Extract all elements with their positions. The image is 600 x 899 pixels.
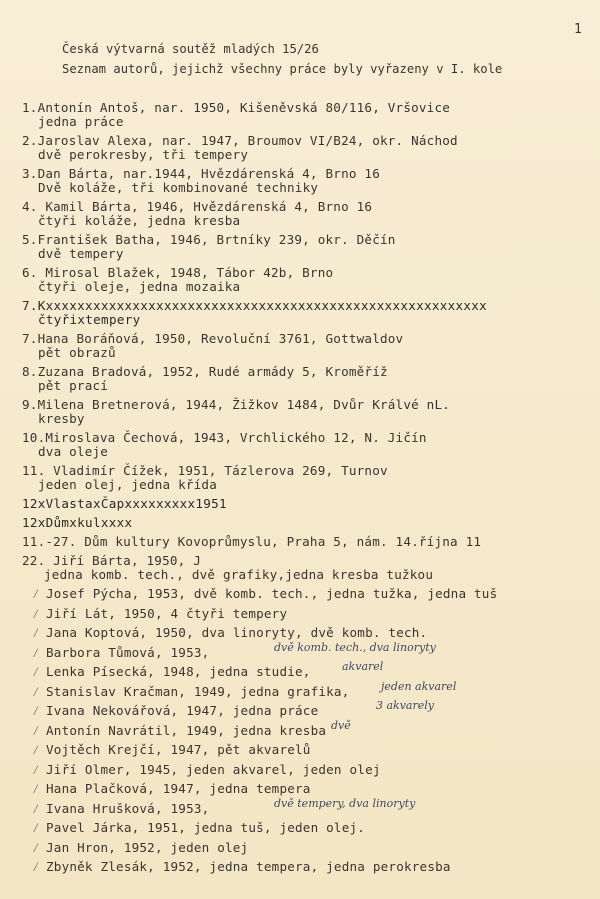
list-item: Zbyněk Zlesák, 1952, jedna tempera, jedna perokresba	[46, 859, 451, 874]
tick-mark: ⁄	[32, 801, 40, 816]
list-item: Hana Plačková, 1947, jedna tempera	[46, 781, 311, 796]
entry-6-line2: čtyři oleje, jedna mozaika	[38, 279, 241, 294]
entry-10-line2: dva oleje	[38, 444, 109, 459]
tick-mark: ⁄	[32, 742, 40, 757]
group-entry-line2: jedna komb. tech., dvě grafiky,jedna kresba tužkou	[44, 567, 434, 582]
list-item: Vojtěch Krejčí, 1947, pět akvarelů	[46, 742, 311, 757]
list-item: Jan Hron, 1952, jeden olej	[46, 840, 249, 855]
entry-9-line1: 9.Milena Bretnerová, 1944, Žižkov 1484, Dvůr Králvé nL.	[22, 397, 451, 412]
handwritten-note: akvarel	[342, 660, 384, 673]
entry-2-line1: 2.Jaroslav Alexa, nar. 1947, Broumov VI/B24, okr. Náchod	[22, 133, 458, 148]
tick-mark: ⁄	[32, 840, 40, 855]
entry-1-line2: jedna práce	[38, 114, 124, 129]
handwritten-note: dvě	[331, 719, 351, 732]
crossed-out-entry: 7.Kxxxxxxxxxxxxxxxxxxxxxxxxxxxxxxxxxxxxxxxxxxxxxxxxxxxxxxxx	[22, 298, 488, 313]
entry-11-line1: 11. Vladimír Čížek, 1951, Tázlerova 269, Turnov	[22, 463, 388, 478]
entry-5-line1: 5.František Batha, 1946, Brtníky 239, okr. Děčín	[22, 232, 396, 247]
tick-mark: ⁄	[32, 625, 40, 640]
entry-7-line2: pět obrazů	[38, 345, 116, 360]
list-item: Barbora Tůmová, 1953,	[46, 645, 210, 660]
entry-11-line2: jeden olej, jedna křída	[38, 477, 217, 492]
entry-8-line2: pět prací	[38, 378, 109, 393]
tick-mark: ⁄	[32, 762, 40, 777]
entry-4-line2: čtyři koláže, jedna kresba	[38, 213, 241, 228]
list-item: Ivana Nekovářová, 1947, jedna práce	[46, 703, 319, 718]
list-item: Jiří Lát, 1950, 4 čtyři tempery	[46, 606, 288, 621]
list-item: Jiří Olmer, 1945, jeden akvarel, jeden olej	[46, 762, 381, 777]
entry-9-line2: kresby	[38, 411, 85, 426]
handwritten-note: 3 akvarely	[376, 699, 434, 712]
entry-5-line2: dvě tempery	[38, 246, 124, 261]
list-item: Stanislav Kračman, 1949, jedna grafika,	[46, 684, 350, 699]
group-header: 11.-27. Dům kultury Kovoprůmyslu, Praha 5, nám. 14.října 11	[22, 534, 482, 549]
tick-mark: ⁄	[32, 606, 40, 621]
group-entry-line1: 22. Jiří Bárta, 1950, J	[22, 553, 201, 568]
tick-mark: ⁄	[32, 684, 40, 699]
handwritten-note: jeden akvarel	[381, 680, 457, 693]
tick-mark: ⁄	[32, 586, 40, 601]
entry-1-line1: 1.Antonín Antoš, nar. 1950, Kišeněvská 80/116, Vršovice	[22, 100, 451, 115]
handwritten-note: dvě komb. tech., dva linoryty	[274, 641, 436, 654]
page-number: 1	[574, 22, 582, 37]
tick-mark: ⁄	[32, 820, 40, 835]
entry-2-line2: dvě perokresby, tři tempery	[38, 147, 249, 162]
entry-6-line1: 6. Mirosal Blažek, 1948, Tábor 42b, Brno	[22, 265, 334, 280]
handwritten-note: dvě tempery, dva linoryty	[274, 797, 416, 810]
tick-mark: ⁄	[32, 859, 40, 874]
list-item: Ivana Hrušková, 1953,	[46, 801, 210, 816]
entry-3-line2: Dvě koláže, tři kombinované techniky	[38, 180, 319, 195]
entry-10-line1: 10.Miroslava Čechová, 1943, Vrchlického 12, N. Jičín	[22, 430, 427, 445]
entry-4-line1: 4. Kamil Bárta, 1946, Hvězdárenská 4, Brno 16	[22, 199, 373, 214]
tick-mark: ⁄	[32, 703, 40, 718]
tick-mark: ⁄	[32, 723, 40, 738]
document-title: Česká výtvarná soutěž mladých 15/26	[62, 42, 319, 56]
list-item: Lenka Písecká, 1948, jedna studie,	[46, 664, 311, 679]
crossed-out-line-c: 12xDůmxkulxxxx	[22, 515, 133, 530]
entry-7-line1: 7.Hana Boráňová, 1950, Revoluční 3761, Gottwaldov	[22, 331, 404, 346]
list-item: Josef Pýcha, 1953, dvě komb. tech., jedna tužka, jedna tuš	[46, 586, 498, 601]
tick-mark: ⁄	[32, 664, 40, 679]
crossed-out-entry-line2: čtyřixtempery	[38, 312, 141, 327]
list-item: Pavel Járka, 1951, jedna tuš, jeden olej.	[46, 820, 366, 835]
document-subtitle: Seznam autorů, jejichž všechny práce byly vyřazeny v I. kole	[62, 62, 503, 76]
tick-mark: ⁄	[32, 781, 40, 796]
list-item: Antonín Navrátil, 1949, jedna kresba	[46, 723, 327, 738]
list-item: Jana Koptová, 1950, dva linoryty, dvě komb. tech.	[46, 625, 428, 640]
entry-8-line1: 8.Zuzana Bradová, 1952, Rudé armády 5, Kroměříž	[22, 364, 388, 379]
tick-mark: ⁄	[32, 645, 40, 660]
crossed-out-line-b: 12xVlastaxČapxxxxxxxxx1951	[22, 496, 227, 511]
entry-3-line1: 3.Dan Bárta, nar.1944, Hvězdárenská 4, Brno 16	[22, 166, 380, 181]
